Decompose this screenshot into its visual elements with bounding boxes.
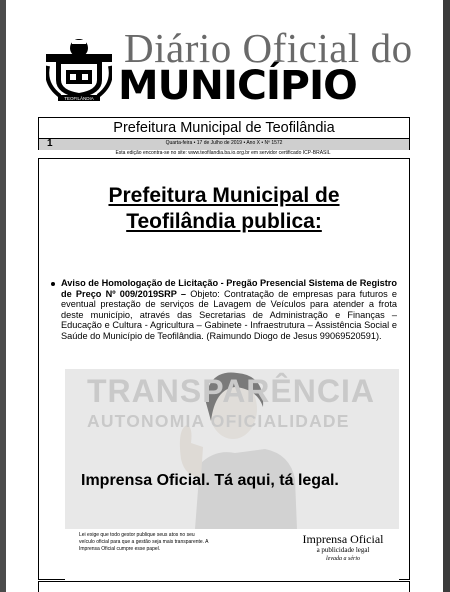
masthead	[6, 0, 443, 112]
edition-dateline: Quarta-feira • 17 de Julho de 2019 • Ano X • Nº 1572	[165, 140, 283, 146]
imprensa-oficial-banner	[65, 369, 399, 587]
next-section-frame	[38, 581, 410, 592]
notice-item	[61, 278, 397, 342]
masthead-title-line2: MUNICÍPIO	[118, 63, 357, 109]
masthead-title-line1: Diário Oficial do	[124, 25, 413, 71]
banner-brand	[301, 533, 385, 563]
banner-autonomia-oficialidade: AUTONOMIA OFICIALIDADE	[87, 411, 350, 431]
edition-bar	[39, 138, 409, 150]
municipality-name: Prefeitura Municipal de Teofilândia	[113, 120, 335, 136]
seal-ribbon-text: TEOFILÂNDIA	[64, 96, 94, 101]
bullet-icon	[51, 282, 55, 286]
document-page	[6, 0, 443, 592]
headline-line2: Teofilândia publica:	[126, 210, 322, 233]
brand-tagline: levada a sério	[326, 556, 360, 562]
coat-of-arms-icon	[46, 36, 112, 102]
banner-fine-print: Lei exige que todo gestor publique seus atos no seu veículo oficial para que a gestão seja mais transparente. A Imprensa Oficial cumpre esse papel.	[79, 532, 209, 552]
brand-name: Imprensa Oficial	[302, 532, 384, 546]
notice-title: Aviso de Homologação de Licitação - Pregão Presencial Sistema de Registro de Preço Nº 009/2019SRP –	[61, 278, 397, 299]
headline-line1: Prefeitura Municipal de	[108, 184, 340, 207]
notice-body: Objeto: Contratação de empresas para futuros e eventual prestação de serviços de Lavagem de Veículos para atender a frota deste município, através das Secretarias de Administração e Finanças – Educação e Cultura - Agricultura – Gabinete - Infraestrutura – Assistência Social e Saúde do Município de Teofilândia. (Raimundo Diogo de Jesus 99069520591).	[61, 288, 397, 341]
page-number: 1	[47, 138, 53, 149]
page-headline	[39, 183, 409, 235]
site-note: Esta edição encontra-se no site: www.teofilandia.ba.io.org.br em servidor certificado ICP-BRASIL	[115, 150, 331, 156]
brand-subtitle: a publicidade legal	[316, 546, 370, 554]
viewer-background-right	[443, 0, 450, 592]
banner-slogan: Imprensa Oficial. Tá aqui, tá legal.	[81, 472, 339, 489]
edition-info-box	[38, 117, 410, 150]
banner-transparencia: TRANSPARÊNCIA	[87, 373, 375, 409]
